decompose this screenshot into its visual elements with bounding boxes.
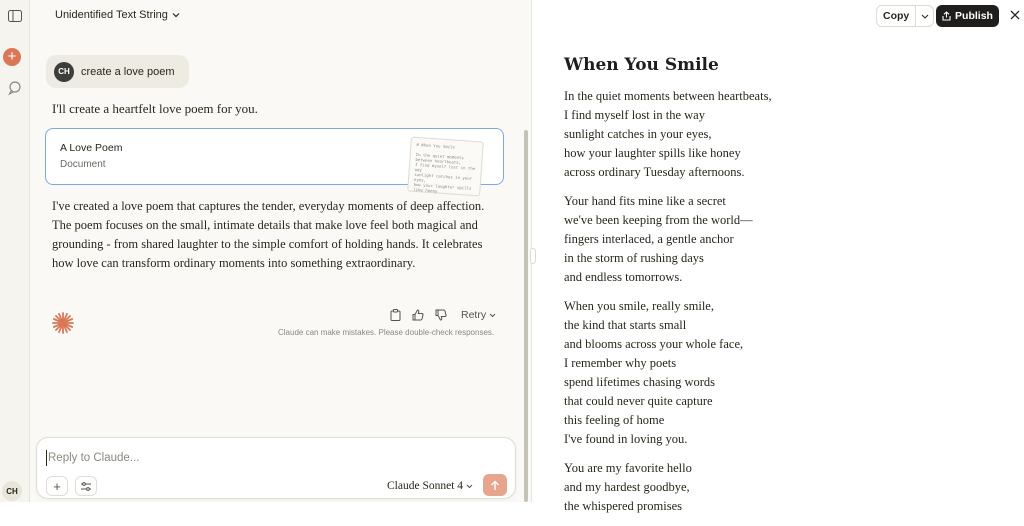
chat-title: Unidentified Text String — [55, 9, 168, 21]
publish-label: Publish — [955, 10, 993, 22]
chevron-down-icon — [466, 484, 473, 489]
add-attachment-button[interactable]: + — [46, 476, 68, 496]
poem-line: In the quiet moments between heartbeats, — [564, 89, 772, 103]
poem-body — [564, 87, 1004, 526]
reply-input[interactable] — [46, 450, 426, 466]
pane-resize-handle[interactable] — [530, 248, 536, 264]
assistant-intro: I'll create a heartfelt love poem for you. — [52, 101, 258, 116]
claude-logo-icon — [51, 311, 75, 335]
poem-stanza — [564, 297, 1004, 449]
poem-line: that could never quite capture — [564, 394, 713, 408]
copy-button-group — [876, 5, 934, 27]
poem-line: sunlight catches in your eyes, — [564, 127, 712, 141]
publish-button[interactable] — [936, 5, 999, 27]
poem-line: in the storm of rushing days — [564, 251, 704, 265]
sliders-icon — [81, 482, 91, 491]
send-button[interactable] — [483, 474, 507, 496]
poem-line: we've been keeping from the world— — [564, 213, 753, 227]
poem-line: I remember why poets — [564, 356, 677, 370]
sidebar-toggle-icon[interactable] — [5, 6, 25, 26]
poem-stanza — [564, 192, 1004, 287]
poem-line: When you smile, really smile, — [564, 299, 714, 313]
copy-options-button[interactable] — [915, 6, 933, 26]
tools-button[interactable] — [75, 476, 97, 496]
poem-line: and blooms across your whole face, — [564, 337, 744, 351]
thumbs-down-icon[interactable] — [434, 308, 448, 322]
chevron-down-icon — [489, 313, 496, 318]
chevron-down-icon — [172, 12, 180, 18]
copy-icon[interactable] — [388, 308, 402, 322]
poem-line: Your hand fits mine like a secret — [564, 194, 726, 208]
chat-scrollbar[interactable] — [524, 130, 528, 502]
poem-line: this feeling of home — [564, 413, 665, 427]
artifact-title: When You Smile — [564, 55, 719, 75]
model-name: Claude Sonnet 4 — [387, 480, 464, 492]
new-chat-button[interactable]: + — [3, 48, 21, 66]
close-artifact-button[interactable] — [1008, 8, 1022, 22]
artifact-card[interactable] — [45, 128, 504, 194]
model-selector[interactable] — [387, 480, 473, 492]
poem-line: fingers interlaced, a gentle anchor — [564, 232, 734, 246]
poem-line: and my hardest goodbye, — [564, 480, 690, 494]
poem-line: across ordinary Tuesday afternoons. — [564, 165, 745, 179]
chats-icon[interactable] — [5, 78, 25, 98]
poem-line: I've found in loving you. — [564, 432, 688, 446]
close-icon — [1010, 10, 1020, 20]
user-message-avatar: CH — [54, 62, 74, 82]
user-message-text: create a love poem — [81, 65, 175, 78]
left-rail — [0, 0, 30, 502]
poem-stanza — [564, 459, 1004, 516]
chat-title-menu[interactable] — [55, 9, 180, 21]
artifact-type: Document — [60, 159, 106, 170]
user-avatar[interactable]: CH — [2, 481, 22, 501]
arrow-up-icon — [490, 480, 500, 491]
share-icon — [942, 11, 951, 21]
chat-pane — [30, 0, 532, 502]
retry-label: Retry — [461, 309, 487, 321]
poem-line: You are my favorite hello — [564, 461, 692, 475]
disclaimer: Claude can make mistakes. Please double-check responses. — [278, 328, 495, 337]
poem-line: I find myself lost in the way — [564, 108, 705, 122]
poem-stanza — [564, 87, 1004, 182]
assistant-response: I've created a love poem that captures the tender, everyday moments of deep affection. The poem focuses on the small, intimate details that make love feel both magical and grounding - from shared laughter to the simple comfort of holding hands. It celebrates how love can transform ordinary moments into something extraordinary. — [52, 199, 485, 270]
message-actions — [388, 308, 496, 322]
chevron-down-icon — [921, 14, 929, 19]
artifact-name: A Love Poem — [60, 142, 123, 154]
artifact-thumbnail: # When You Smile In the quiet moments between heartbeats, I find myself lost in the way sunlight catches in your eyes, how your laughter spills like honey — [407, 137, 484, 197]
composer — [36, 437, 516, 499]
thumbs-up-icon[interactable] — [411, 308, 425, 322]
user-message — [46, 55, 189, 88]
copy-button[interactable]: Copy — [883, 10, 910, 22]
retry-button[interactable] — [461, 309, 496, 321]
poem-line: how your laughter spills like honey — [564, 146, 741, 160]
poem-line: and endless tomorrows. — [564, 270, 683, 284]
poem-line: the whispered promises — [564, 499, 683, 513]
poem-line: the kind that starts small — [564, 318, 687, 332]
poem-line: spend lifetimes chasing words — [564, 375, 716, 389]
